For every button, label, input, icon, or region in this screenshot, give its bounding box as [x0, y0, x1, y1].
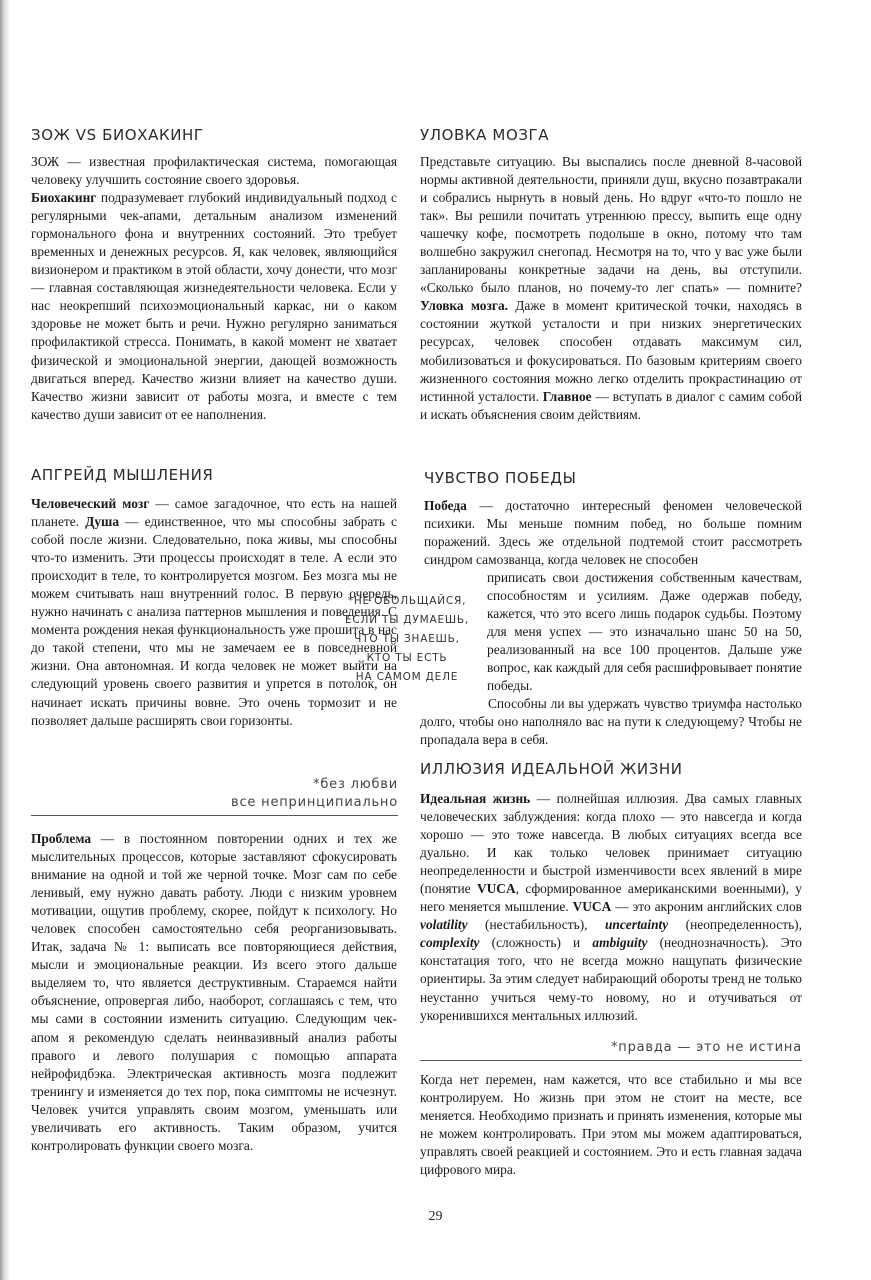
heading-sense-of-victory: ЧУВСТВО ПОБЕДЫ — [424, 469, 577, 487]
paragraph: Проблема — в постоянном повторении одних и тех же мыслительных процессов, которые заставляют сфокусировать внимание на одной и той же черной точке. Мозг сам по себе ленивый, ему нужно давать работу. Люди с низким уровнем мотивации, ощутив проблему, скорее, пойдут к психологу. Но человек способен самостоятельно себя реорганизовывать. Итак, задача № 1: выписать все повторяющиеся действия, мысли и эмоциональные реакции. Из всего этого дальше выделяем то, что является деструктивным. Стараемся найти объяснение, опровергая либо, наоборот, соглашаясь с тем, что мы сами в состоянии изменить ситуацию. Следующим чек-апом я рекомендую сделать неинвазивный анализ работы правого и левого полушария с помощью аппарата нейрофидбэка. Электрическая активность мозга подлежит тренингу и изменяется до тех пор, пока симптомы не исчезнут. Человек учится управлять своим мозгом, уменьшать или увеличивать его активность. Таким образом, учится контролировать функции своего мозга. — [31, 831, 397, 1153]
pull-quote: *НЕ ОБОЛЬЩАЙСЯ, ЕСЛИ ТЫ ДУМАЕШЬ, ЧТО ТЫ ЗНАЕШЬ, КТО ТЫ ЕСТЬ НА САМОМ ДЕЛЕ — [344, 595, 470, 683]
paragraph: Способны ли вы удержать чувство триумфа настолько долго, чтобы оно наполняло вас на пути к следующему? Чтобы не пропадала вера в себя. — [420, 696, 802, 748]
paragraph: приписать свои достижения собственным качествам, способностям и усилиям. Даже одержав победу, кажется, что это всего лишь подарок судьбы. Поэтому для меня успех — это изначально шанс 50 на 50, реализованный на все 100 процентов. Дальше уже вопрос, как каждый для себя расшифровывает понятие победы. — [487, 570, 802, 694]
divider-left — [31, 815, 398, 816]
paragraph: Представьте ситуацию. Вы выспались после дневной 8-часовой нормы активной деятельности, приняли душ, вкусно позавтракали и собрались нырнуть в новый день. Но вдруг «что-то пошло не так». Вы решили почитать утреннюю прессу, выпить еще одну чашечку кофе, посмотреть подольше в окно, потому что там волшебно закружил снегопад. Несмотря на то, что у вас уже были запланированы конкретные задачи на день, вы отступили. «Сколько было планов, но почему-то лег спать» — помните? Уловка мозга. Даже в момент критической точки, находясь в состоянии жуткой усталости и при низких энергетических ресурсах, человек способен отдавать максимум сил, мобилизоваться и фокусироваться. По базовым критериям своего жизненного состояния можно легко отделить прокрастинацию от истинной усталости. Главное — вступать в диалог с самим собой и искать объяснения своим действиям. — [420, 154, 802, 422]
heading-brain-trick: УЛОВКА МОЗГА — [420, 126, 550, 144]
heading-zozh-vs-biohacking: ЗОЖ VS БИОХАКИНГ — [31, 126, 204, 144]
section-victory-wrapped — [487, 569, 802, 695]
divider-right — [420, 1060, 802, 1061]
section-change — [420, 1071, 802, 1179]
paragraph: Когда нет перемен, нам кажется, что все стабильно и мы все контролируем. Но жизнь при этом не стоит на месте, все меняется. Необходимо признать и принять изменения, которые мы не можем контролировать. При этом мы можем адаптироваться, управлять своей реакцией и состоянием. Это и есть главная задача цифрового мира. — [420, 1072, 802, 1178]
page-number: 29 — [428, 1209, 443, 1224]
signature-note-right: *правда — это не истина — [610, 1040, 802, 1055]
section-victory-top — [424, 497, 802, 569]
paragraph: ЗОЖ — известная профилактическая система, помогающая человеку улучшить состояние своего здоровья. Биохакинг подразумевает глубокий индивидуальный подход с регулярными чек-апами, детальным анализом изменений гормонального фона и внутренних состояний. Это требует временных и денежных ресурсов. Я, как человек, являющийся визионером и практиком в этой области, хочу донести, что мозг — главная составляющая жизнедеятельности человека. Если у нас неокрепший психоэмоциональный каркас, ни о каком здоровье не может быть и речи. Нужно регулярно заниматься профилактикой стресса. Понимать, в какой момент не хватает физической и эмоциональной энергии, дающей возможность двигаться вперед. Качество жизни влияет на качество души. Качество жизни зависит от работы мозга, и вместе с тем качество души зависит от ее наполнения. — [31, 154, 397, 422]
page-edge-shadow — [0, 0, 10, 1280]
signature-note-left: *без любви все непринципиально — [231, 777, 398, 810]
heading-upgrade-thinking: АПГРЕЙД МЫШЛЕНИЯ — [31, 466, 214, 484]
section-problem — [31, 830, 397, 1155]
section-victory-end — [420, 695, 802, 749]
paragraph: Идеальная жизнь — полнейшая иллюзия. Два самых главных человеческих заблуждения: когда плохо — это навсегда и когда хорошо — это тоже навсегда. В любых ситуациях всегда все дуально. И как только человек принимает ситуацию неопределенности и быстрой изменчивости всех явлений в мире (понятие VUCA, сформированное американскими военными), у него меняется мышление. VUCA — это акроним английских слов volatility (нестабильность), uncertainty (неопределенность), complexity (сложность) и ambiguity (неоднозначность). Это констатация того, что не всегда можно нащупать физические ориентиры. За этим следует набирающий обороты тренд не только неустанно учиться чему-то новому, но и отучиваться от укоренившихся ментальных иллюзий. — [420, 791, 802, 1023]
section-brain-trick — [420, 153, 802, 424]
heading-illusion-ideal-life: ИЛЛЮЗИЯ ИДЕАЛЬНОЙ ЖИЗНИ — [420, 760, 683, 778]
paragraph: Победа — достаточно интересный феномен человеческой психики. Мы меньше помним побед, но больше помним поражений. Здесь же отдельной подтемой стоит рассмотреть синдром самозванца, когда человек не способен — [424, 498, 802, 568]
section-ideal-life — [420, 790, 802, 1025]
paragraph: Человеческий мозг — самое загадочное, что есть на нашей планете. Душа — единственное, что мы способны забрать с собой после жизни. Следовательно, пока живы, мы способны что-то изменить. Эти процессы происходят в теле. А если это происходит в теле, то контролируется мозгом. Без мозга мы не можем считывать наш внутренний голос. В первую очередь, нужно начинать с анализа паттернов мышления и поведения. С момента рождения некая функциональность уже прошита в нас до такой степени, что мы не замечаем ее в повседневной жизни. Она автономная. И когда человек не может выйти на следующий уровень своего развития и упрется в потолок, он начинает искать причины вовне. Это очень тормозит и не позволяет дальше расширять свои горизонты. — [31, 496, 397, 728]
section-zozh-biohacking — [31, 153, 397, 424]
